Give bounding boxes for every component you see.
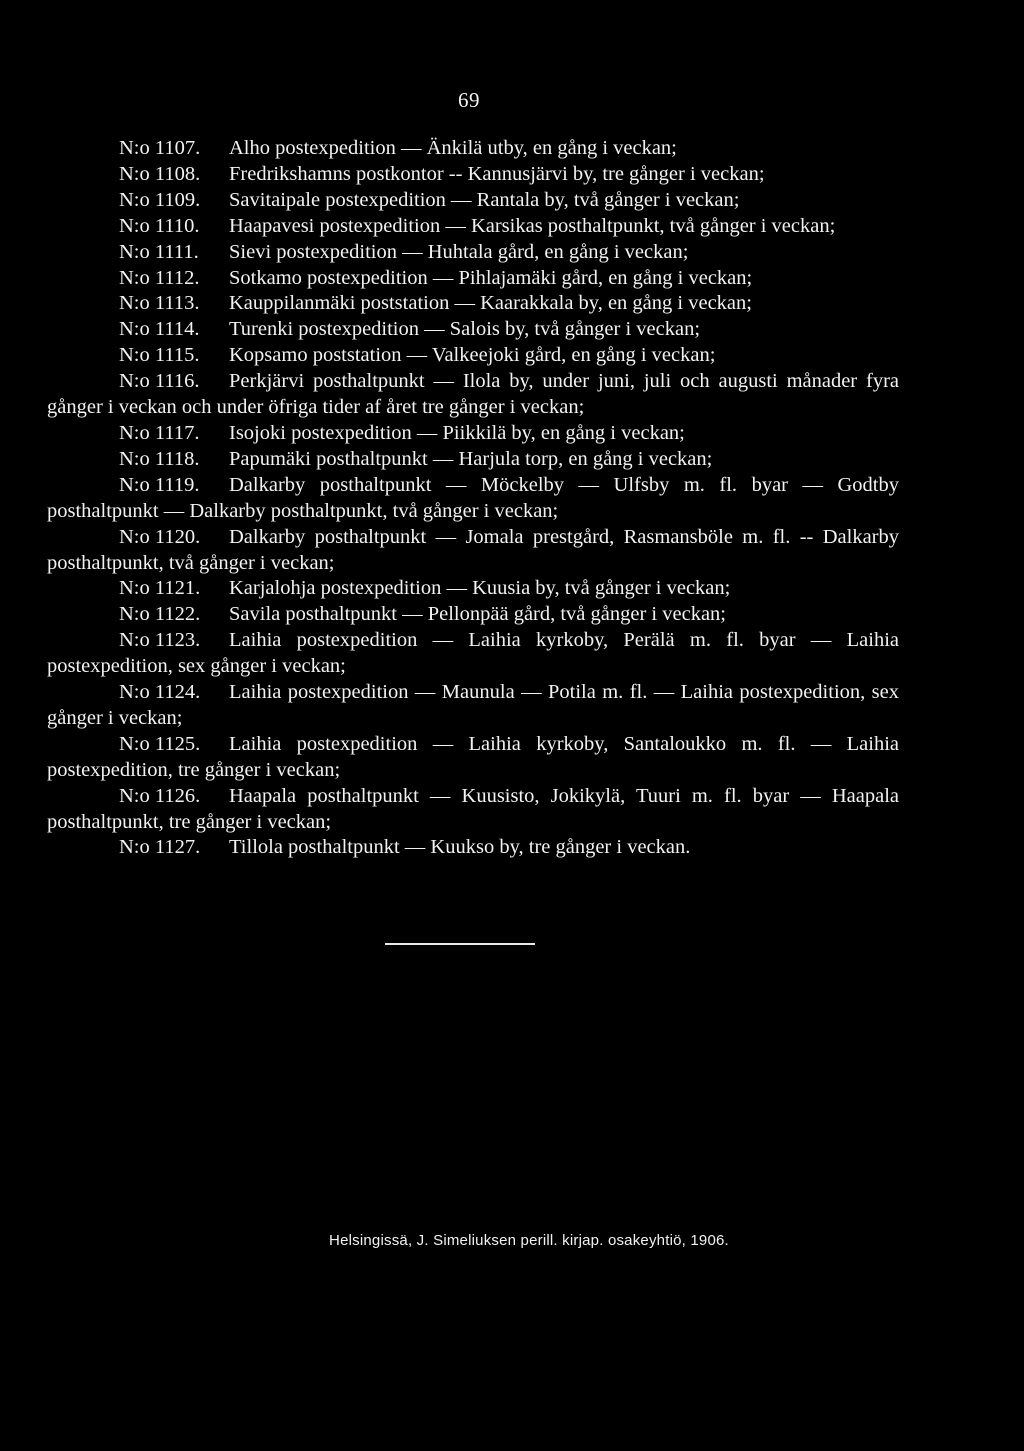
entry-text: Kopsamo poststation — Valkeejoki gård, en gång i veckan; (229, 344, 716, 367)
entry-text: Savitaipale postexpedition — Rantala by, två gånger i veckan; (229, 188, 740, 211)
entry-number: N:o 1121. (119, 577, 201, 600)
page-number: 69 (458, 88, 480, 112)
list-item (47, 162, 899, 188)
entry-number: N:o 1110. (119, 214, 200, 237)
list-item (47, 447, 899, 473)
entry-number: N:o 1123. (119, 629, 201, 652)
entry-text: Laihia postexpedition — Laihia kyrkoby, Santaloukko m. fl. — Laihia postexpedition, tre gånger i veckan; (47, 732, 899, 781)
entry-number: N:o 1126. (119, 784, 201, 807)
entry-text: Sievi postexpedition — Huhtala gård, en gång i veckan; (229, 240, 689, 263)
list-item (47, 369, 899, 421)
list-item (47, 343, 899, 369)
list-item (47, 291, 899, 317)
entry-number: N:o 1115. (119, 344, 200, 367)
entry-text: Perkjärvi posthaltpunkt — Ilola by, under juni, juli och augusti månader fyra gånger i veckan och under öfriga tider af året tre gånger i veckan; (47, 370, 899, 419)
list-item (47, 576, 899, 602)
entry-text: Haapala posthaltpunkt — Kuusisto, Jokikylä, Tuuri m. fl. byar — Haapala posthaltpunkt, tre gånger i veckan; (47, 784, 899, 833)
entry-number: N:o 1118. (119, 447, 200, 470)
entry-number: N:o 1107. (119, 137, 201, 159)
entry-list (47, 136, 899, 861)
entry-number: N:o 1122. (119, 603, 201, 626)
list-item (47, 835, 899, 861)
entry-text: Isojoki postexpedition — Piikkilä by, en gång i veckan; (229, 421, 685, 444)
list-item (47, 628, 899, 680)
list-item (47, 188, 899, 214)
entry-number: N:o 1108. (119, 162, 201, 185)
entry-text: Laihia postexpedition — Laihia kyrkoby, Perälä m. fl. byar — Laihia postexpedition, sex gånger i veckan; (47, 629, 899, 678)
list-item (47, 602, 899, 628)
entry-number: N:o 1117. (119, 421, 200, 444)
entry-text: Kauppilanmäki poststation — Kaarakkala by, en gång i veckan; (229, 292, 752, 315)
entry-number: N:o 1125. (119, 732, 201, 755)
list-item (47, 317, 899, 343)
section-divider (385, 943, 535, 945)
entry-text: Papumäki posthaltpunkt — Harjula torp, en gång i veckan; (229, 447, 713, 470)
imprint-text: Helsingissä, J. Simeliuksen perill. kirjap. osakeyhtiö, 1906. (329, 1232, 729, 1249)
list-item (47, 421, 899, 447)
entry-text: Sotkamo postexpedition — Pihlajamäki gård, en gång i veckan; (229, 266, 753, 289)
entry-text: Tillola posthaltpunkt — Kuukso by, tre gånger i veckan. (229, 836, 691, 859)
entry-number: N:o 1113. (119, 292, 200, 315)
list-item (47, 680, 899, 732)
entry-number: N:o 1127. (119, 836, 201, 859)
entry-text: Laihia postexpedition — Maunula — Potila m. fl. — Laihia postexpedition, sex gånger i veckan; (47, 681, 899, 729)
entry-number: N:o 1112. (119, 266, 200, 289)
entry-text: Savila posthaltpunkt — Pellonpää gård, två gånger i veckan; (229, 603, 726, 626)
list-item (47, 266, 899, 292)
list-item (47, 240, 899, 266)
entry-text: Fredrikshamns postkontor -- Kannusjärvi by, tre gånger i veckan; (229, 162, 765, 185)
entry-text: Turenki postexpedition — Salois by, två gånger i veckan; (229, 318, 701, 341)
list-item (47, 136, 899, 162)
entry-text: Dalkarby posthaltpunkt — Möckelby — Ulfsby m. fl. byar — Godtby posthaltpunkt — Dalkarby posthaltpunkt, två gånger i veckan; (47, 473, 899, 522)
entry-number: N:o 1119. (119, 473, 200, 496)
entry-number: N:o 1120. (119, 525, 201, 548)
entry-text: Dalkarby posthaltpunkt — Jomala prestgård, Rasmansböle m. fl. -- Dalkarby posthaltpunkt, två gånger i veckan; (47, 525, 899, 574)
entry-text: Haapavesi postexpedition — Karsikas posthaltpunkt, två gånger i veckan; (229, 214, 836, 237)
printer-imprint (0, 1232, 1024, 1249)
list-item (47, 732, 899, 784)
entry-text: Alho postexpedition — Änkilä utby, en gång i veckan; (229, 137, 677, 159)
entry-number: N:o 1114. (119, 318, 200, 341)
entry-number: N:o 1109. (119, 188, 201, 211)
entry-number: N:o 1116. (119, 370, 200, 393)
list-item (47, 784, 899, 836)
entry-number: N:o 1124. (119, 681, 201, 704)
entry-number: N:o 1111. (119, 240, 199, 263)
list-item (47, 525, 899, 577)
list-item (47, 214, 899, 240)
list-item (47, 473, 899, 525)
entry-text: Karjalohja postexpedition — Kuusia by, två gånger i veckan; (229, 577, 731, 600)
